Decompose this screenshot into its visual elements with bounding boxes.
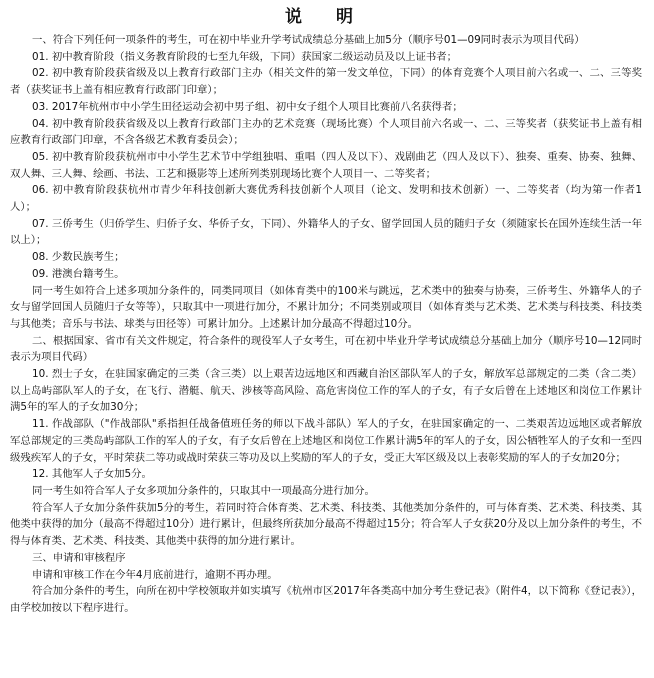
paragraph: 符合军人子女加分条件获加5分的考生，若同时符合体育类、艺术类、科技类、其他类加分条件的，可与体育类、艺术类、科技类、其他类中获得的加分（最高不得超过10分）进行累计，但最终所获加分最高不得超过15分；符合军人子女获20分及以上加分条件的考生，不得与体育类、艺术类、科技类、其他类中获得的加分进行累计。 — [10, 501, 642, 548]
paragraph: 06. 初中教育阶段获杭州市青少年科技创新大赛优秀科技创新个人项目（论文、发明和技术创新）一、二等奖者（均为第一作者1人）； — [10, 184, 642, 214]
paragraph: 同一考生如符合军人子女多项加分条件的，只取其中一项最高分进行加分。 — [32, 484, 375, 497]
paragraph: 一、符合下列任何一项条件的考生，可在初中毕业升学考试成绩总分基础上加5分（顺序号01—09同时表示为项目代码） — [32, 34, 585, 46]
paragraph: 07. 三侨考生（归侨学生、归侨子女、华侨子女，下同）、外籍华人的子女、留学回国人员的随归子女（须随家长在国外连续生活一年以上）； — [10, 217, 642, 247]
paragraph: 10. 烈士子女，在驻国家确定的三类（含三类）以上艰苦边远地区和西藏自治区部队军人的子女，解放军总部规定的二类（含二类）以上岛屿部队军人的子女，在飞行、潜艇、航天、涉核等高风险、高危害岗位工作的军人的子女，有子女后曾在上述地区和岗位工作累计满5年的军人的子女加30分； — [10, 368, 642, 414]
paragraph: 05. 初中教育阶段获杭州市中小学生艺术节中学组独唱、重唱（四人及以下）、戏剧曲艺（四人及以下）、独奏、重奏、协奏、独舞、双人舞、三人舞、绘画、书法、工艺和摄影等上述所列类别现场比赛个人项目一、二等奖者； — [10, 150, 642, 180]
paragraph: 04. 初中教育阶段获省级及以上教育行政部门主办的艺术竞赛（现场比赛）个人项目前六名或一、二、三等奖者（获奖证书上盖有相应教育行政部门印章，不含各级艺术教育委员会）； — [10, 117, 642, 147]
paragraph: 符合加分条件的考生，向所在初中学校领取并如实填写《杭州市区2017年各类高中加分考生登记表》（附件4，以下简称《登记表》），由学校加按以下程序进行。 — [10, 585, 642, 614]
paragraph: 01. 初中教育阶段（指义务教育阶段的七至九年级，下同）获国家二级运动员及以上证书者； — [32, 50, 458, 63]
paragraph: 12. 其他军人子女加5分。 — [32, 468, 152, 481]
paragraph: 二、根据国家、省市有关文件规定，符合条件的现役军人子女考生，可在初中毕业升学考试成绩总分基础上加分（顺序号10—12同时表示为项目代码） — [10, 334, 642, 364]
paragraph: 09. 港澳台籍考生。 — [32, 267, 125, 280]
paragraph: 三、申请和审核程序 — [32, 551, 126, 564]
paragraph: 03. 2017年杭州市中小学生田径运动会初中男子组、初中女子组个人项目比赛前八名获得者； — [32, 100, 463, 113]
document-title: 说 明 — [285, 7, 367, 27]
paragraph: 08. 少数民族考生； — [32, 251, 125, 264]
paragraph: 同一考生如符合上述多项加分条件的，同类同项目（如体育类中的100米与跳远，艺术类中的独奏与协奏，三侨考生、外籍华人的子女与留学回国人员随归子女等等），只取其中一项进行加分，不累计加分；不同类别或项目（如体育类与艺术类、艺术类与科技类、科技类与其他类；音乐与书法、球类与田径等）可累计加分。上述累计加分最高不得超过10分。 — [10, 284, 642, 330]
paragraph: 申请和审核工作在今年4月底前进行，逾期不再办理。 — [32, 568, 278, 581]
paragraph: 02. 初中教育阶段获省级及以上教育行政部门主办（相关文件的第一发文单位，下同）的体育竞赛个人项目前六名或一、二、三等奖者（获奖证书上盖有相应教育行政部门印章）； — [10, 67, 642, 97]
document-body — [10, 32, 642, 617]
paragraph: 11. 作战部队（"作战部队"系指担任战备值班任务的师以下战斗部队）军人的子女，在驻国家确定的一、二类艰苦边远地区或者解放军总部规定的三类岛屿部队工作的军人的子女，有子女后曾在上述地区和岗位工作累计满5年的军人的子女，因公牺牲军人的子女和一至四级残疾军人的子女，平时荣获二等功或战时荣获三等功及以上奖励的军人的子女，受正大军区级及以上表彰奖励的军人的子女加20分； — [10, 418, 642, 464]
